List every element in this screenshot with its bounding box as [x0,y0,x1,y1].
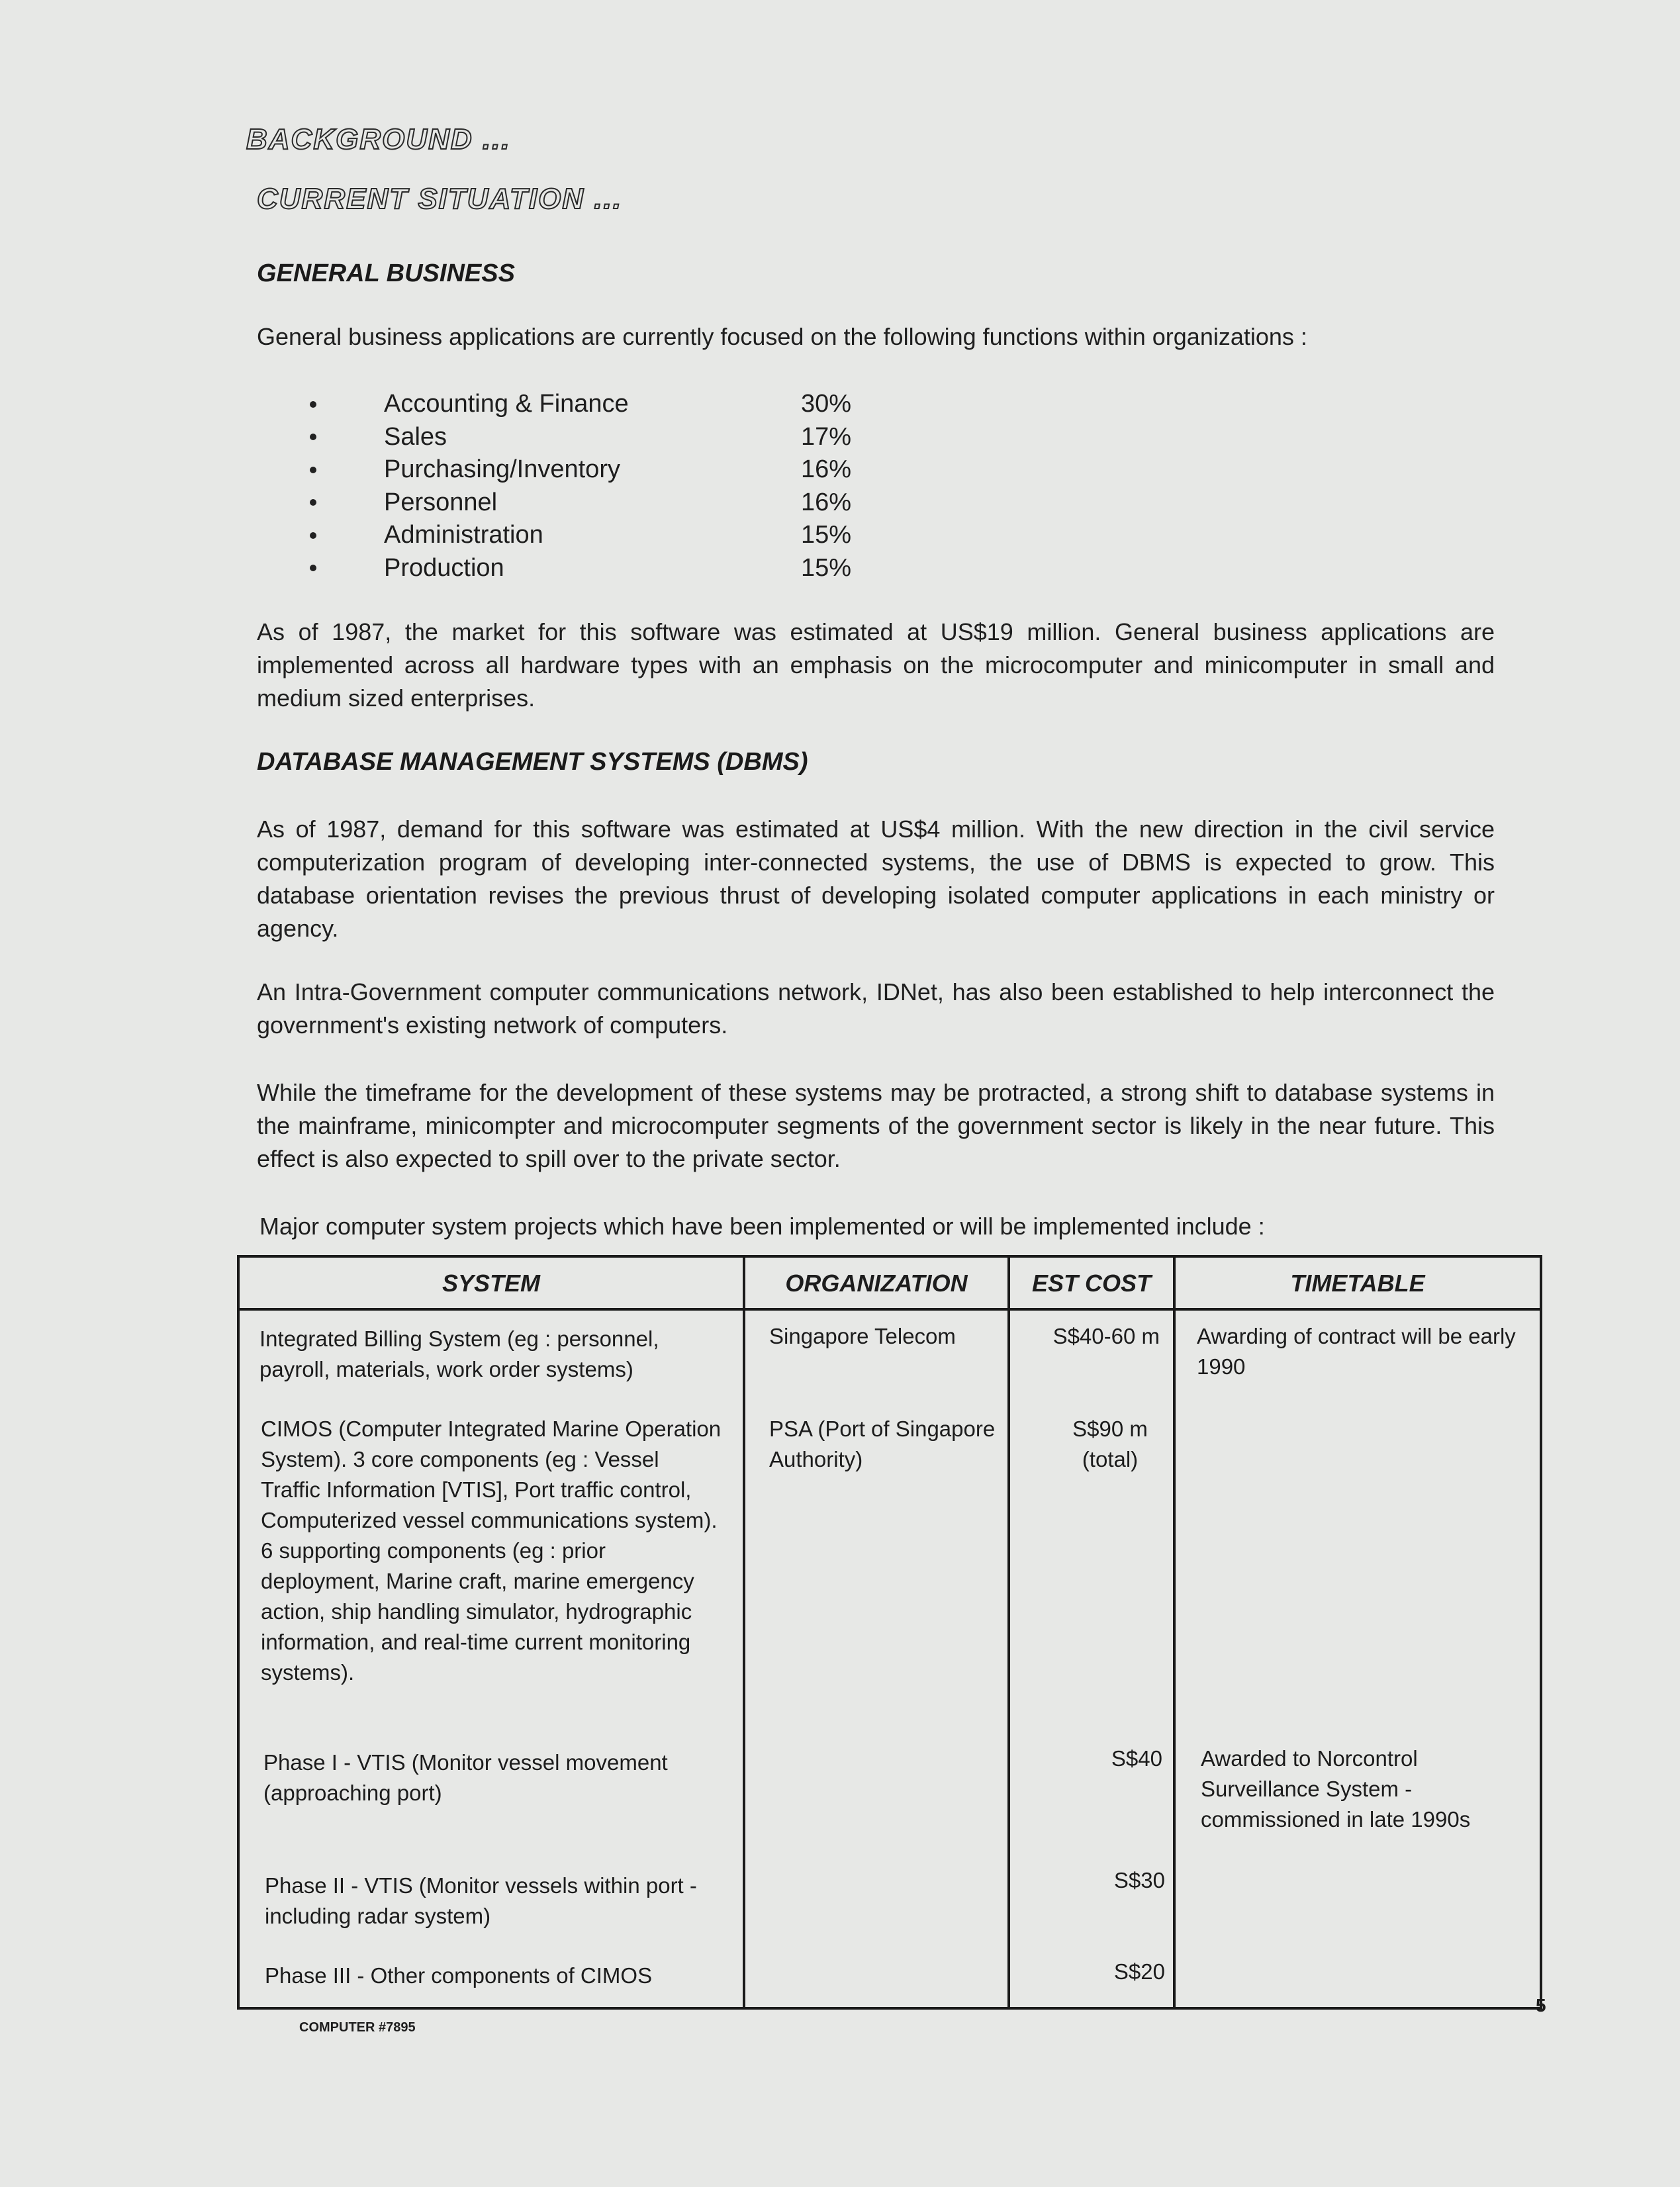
column-divider [1007,1258,1010,2007]
list-item [304,552,851,585]
dbms-paragraph-2: An Intra-Government computer communications network, IDNet, has also been established to help interconnect the government's existing network of computers. [257,978,1495,1039]
general-business-heading: GENERAL BUSINESS [257,259,515,287]
page-number: 5 [1536,1995,1546,2016]
function-percent: 30% [801,390,852,418]
table-cell-system: Phase III - Other components of CIMOS [265,1963,653,1988]
list-item [304,519,851,552]
column-divider [1173,1258,1176,2007]
bullet-icon [310,434,316,440]
dbms-paragraph-1: As of 1987, demand for this software was estimated at US$4 million. With the new direction in the civil service computerization program of developing inter-connected systems, the use of DBMS is expected to grow. This database orientation revises the previous thrust of developing isolated computer applications in each ministry or agency. [257,815,1495,942]
dbms-heading: DATABASE MANAGEMENT SYSTEMS (DBMS) [257,748,808,776]
table-cell-timetable: Awarded to Norcontrol Surveillance System - commissioned in late 1990s [1201,1746,1471,1832]
table-cell-organization: PSA (Port of Singapore Authority) [769,1417,996,1471]
function-name: Sales [384,422,447,451]
header-est-cost: EST COST [1031,1270,1152,1297]
table-cell-cost: S$30 [1113,1868,1165,1892]
function-percent: 15% [801,521,852,549]
bullet-icon [310,401,316,408]
function-name: Purchasing/Inventory [384,455,620,484]
bullet-icon [310,565,316,571]
header-timetable: TIMETABLE [1290,1270,1425,1297]
list-item [304,453,851,487]
table-cell-cost: S$90 m (total) [1072,1417,1148,1471]
table-cell-cost: S$40 [1111,1746,1162,1771]
table-cell-system: Integrated Billing System (eg : personnel, payroll, materials, work order systems) [259,1326,659,1381]
function-name: Administration [384,521,543,549]
projects-intro: Major computer system projects which have been implemented or will be implemented include : [259,1213,1265,1240]
function-name: Production [384,553,504,582]
background-heading: BACKGROUND ... [246,123,511,156]
projects-table [237,1255,1542,2010]
function-name: Personnel [384,488,498,516]
general-business-intro: General business applications are currently focused on the following functions within organizations : [257,323,1307,350]
table-cell-system: Phase II - VTIS (Monitor vessels within port - including radar system) [265,1873,697,1928]
list-item [304,421,851,454]
function-percent: 16% [801,455,852,484]
current-situation-heading: CURRENT SITUATION ... [257,183,623,215]
header-organization: ORGANIZATION [785,1270,968,1297]
bullet-icon [310,499,316,506]
footer-code: COMPUTER #7895 [299,2020,416,2035]
column-divider [743,1258,745,2007]
function-list [304,388,851,584]
bullet-icon [310,467,316,473]
table-cell-system: Phase I - VTIS (Monitor vessel movement (approaching port) [263,1750,668,1805]
table-cell-timetable: Awarding of contract will be early 1990 [1197,1324,1516,1379]
bullet-icon [310,532,316,539]
dbms-paragraph-3: While the timeframe for the development of these systems may be protracted, a strong shift to database systems in the mainframe, minicompter and microcomputer segments of the government sector is likely in the near future. This effect is also expected to spill over to the private sector. [257,1079,1495,1172]
table-cell-cost: S$20 [1113,1959,1165,1984]
function-percent: 15% [801,553,852,582]
table-cell-organization: Singapore Telecom [769,1324,956,1348]
list-item [304,487,851,520]
function-percent: 17% [801,422,852,451]
list-item [304,388,851,421]
header-system: SYSTEM [442,1270,541,1297]
header-divider [240,1308,1540,1311]
table-cell-system: CIMOS (Computer Integrated Marine Operation System). 3 core components (eg : Vessel Traffic Information [VTIS], Port traffic control, Computerized vessel communications system). 6 supporting components (eg : prior deployment, Marine craft, marine emergency action, ship handling simulator, hydrographic information, and real-time current monitoring systems). [261,1417,722,1685]
general-business-paragraph: As of 1987, the market for this software was estimated at US$19 million. General business applications are implemented across all hardware types with an emphasis on the microcomputer and minicomputer in small and medium sized enterprises. [257,618,1495,712]
function-name: Accounting & Finance [384,390,629,418]
table-cell-cost: S$40-60 m [1052,1324,1160,1348]
function-percent: 16% [801,488,852,516]
